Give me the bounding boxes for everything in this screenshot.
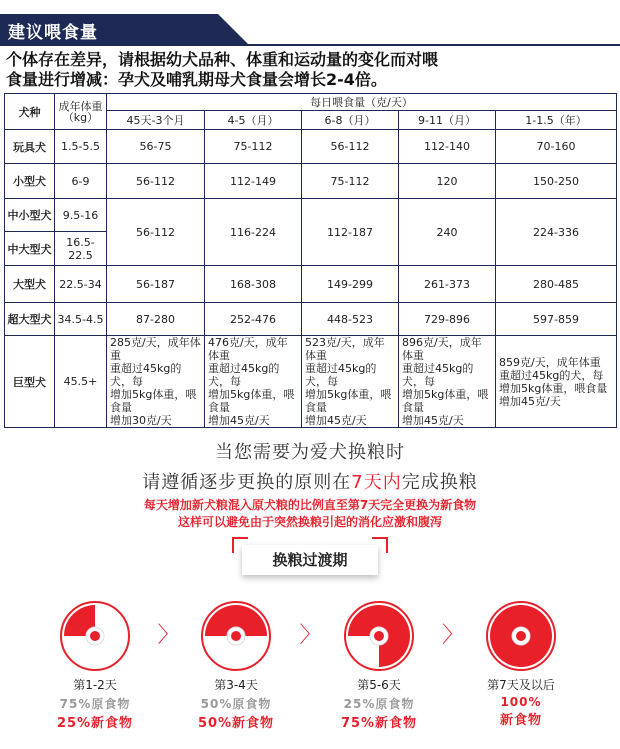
note-line: 重超过45kg的犬，每 [402,362,474,388]
step-new-ratio: 25%新食物 [56,716,134,731]
subtitle-pre: 请遵循逐步更换的原则在 [142,472,352,493]
note-line: 增加45克/天 [402,414,464,427]
note-line: 增加45克/天 [305,414,367,427]
header-divider [0,44,620,46]
weight-cell: 9.5-16 [55,199,107,232]
note-line: 重超过45kg的犬，每 [110,362,182,388]
value-cell: 112-149 [205,164,302,199]
value-cell: 597-859 [496,303,617,336]
step-new-ratio: 50%新食物 [197,716,275,731]
table-row [5,336,617,428]
col-header-weight-label: 成年体重 [58,99,103,113]
table-header-row [5,94,617,111]
pie-center-dot [90,631,100,641]
transition-badge: 换粮过渡期 [242,545,378,575]
note-line: 重超过45kg的犬，每 [208,362,280,388]
weight-cell: 22.5-34 [55,266,107,303]
intro-line-1: 个体存在差异，请根据幼犬品种、体重和运动量的变化而对喂 [6,50,439,69]
note-cell [302,336,399,428]
kind-cell: 中小型犬 [5,199,55,232]
pie-center-dot [231,631,241,641]
weight-cell: 34.5-4.5 [55,303,107,336]
table-row [5,130,617,164]
table-row [5,303,617,336]
transition-step [181,598,291,731]
col-header-weight [55,94,107,130]
value-cell: 87-280 [107,303,205,336]
weight-cell: 16.5-22.5 [55,232,107,266]
step-day-label: 第3-4天 [214,678,258,692]
pie-center-dot [374,631,384,641]
note-cell [496,336,617,428]
subtitle-post: 完成换粮 [401,472,478,493]
value-cell: 150-250 [496,164,617,199]
col-header-kind: 犬种 [5,94,55,130]
note-line: 重超过45kg的犬，每 [305,362,377,388]
step-old-ratio: 25%原食物 [343,697,415,711]
weight-cell: 45.5+ [55,336,107,428]
value-cell: 56-112 [302,130,399,164]
value-cell: 56-112 [107,199,205,266]
age-col: 4-5（月） [205,111,302,130]
step-day-label: 第5-6天 [357,678,401,692]
chevron-right-icon: 〉 [299,623,322,648]
note-line: 增加5kg体重，喂食量 [402,388,489,414]
step-new-ratio: 新食物 [499,713,542,728]
value-cell: 448-523 [302,303,399,336]
note-line: 增加45克/天 [499,394,561,408]
value-cell: 56-112 [107,164,205,199]
subtitle-highlight: 7天内 [351,472,402,493]
transition-section [0,428,620,531]
value-cell: 224-336 [496,199,617,266]
note-cell [107,336,205,428]
ratio-pie-icon [57,598,133,674]
col-header-weight-unit: （kg） [62,110,99,124]
kind-cell: 超大型犬 [5,303,55,336]
step-old-ratio: 50%原食物 [200,697,272,711]
age-col: 1-1.5（年） [496,111,617,130]
desc-line-1: 每天增加新犬粮混入原犬粮的比例直至第7天完全更换为新食物 [143,498,477,512]
value-cell: 112-187 [302,199,399,266]
age-col: 6-8（月） [302,111,399,130]
table-row [5,266,617,303]
value-cell: 252-476 [205,303,302,336]
table-row [5,199,617,232]
badge-frame [232,537,388,585]
transition-step [40,598,150,731]
value-cell: 112-140 [399,130,496,164]
note-line: 476克/天，成年体重 [208,336,288,362]
step-old-ratio: 100% [500,695,542,709]
value-cell: 75-112 [302,164,399,199]
note-cell [399,336,496,428]
value-cell: 149-299 [302,266,399,303]
kind-cell: 大型犬 [5,266,55,303]
note-line: 523克/天，成年体重 [305,336,385,362]
transition-subtitle [0,468,620,494]
intro-text [6,50,616,90]
age-col: 45天-3个月 [107,111,205,130]
note-line: 896克/天，成年体重 [402,336,482,362]
weight-cell: 6-9 [55,164,107,199]
value-cell: 120 [399,164,496,199]
ratio-pie-icon [341,598,417,674]
age-col: 9-11（月） [399,111,496,130]
feeding-table [4,93,617,428]
table-row [5,164,617,199]
kind-cell: 中大型犬 [5,232,55,266]
note-line: 285克/天，成年体重 [110,336,201,362]
note-line: 增加5kg体重，喂食量 [110,388,197,414]
step-day-label: 第1-2天 [73,678,117,692]
note-line: 增加45克/天 [208,414,270,427]
note-line: 重超过45kg的犬，每 [499,368,604,382]
ratio-pie-icon [483,598,559,674]
kind-cell: 小型犬 [5,164,55,199]
note-cell [205,336,302,428]
note-line: 增加5kg体重，喂食量 [305,388,392,414]
chevron-right-icon: 〉 [442,623,465,648]
section-title: 建议喂食量 [8,23,98,43]
value-cell: 280-485 [496,266,617,303]
pie-center-dot [516,631,526,641]
desc-line-2: 这样可以避免由于突然换粮引起的消化应激和腹泻 [177,515,442,529]
transition-title: 当您需要为爱犬换粮时 [215,442,405,463]
note-line: 增加30克/天 [110,414,172,427]
transition-step [324,598,434,731]
transition-step [466,598,576,728]
value-cell: 240 [399,199,496,266]
value-cell: 116-224 [205,199,302,266]
transition-desc [0,497,620,531]
kind-cell: 巨型犬 [5,336,55,428]
value-cell: 70-160 [496,130,617,164]
ratio-pie-icon [198,598,274,674]
chevron-right-icon: 〉 [157,623,180,648]
step-new-ratio: 75%新食物 [340,716,418,731]
note-line: 增加5kg体重，喂食量 [208,388,295,414]
value-cell: 56-187 [107,266,205,303]
value-cell: 168-308 [205,266,302,303]
kind-cell: 玩具犬 [5,130,55,164]
value-cell: 56-75 [107,130,205,164]
note-line: 859克/天，成年体重 [499,355,601,369]
intro-line-2: 食量进行增减：孕犬及哺乳期母犬食量会增长2-4倍。 [6,70,387,89]
weight-cell: 1.5-5.5 [55,130,107,164]
step-day-label: 第7天及以后 [487,678,555,692]
col-header-daily: 每日喂食量（克/天） [107,94,617,111]
note-line: 增加5kg体重，喂食量 [499,381,608,395]
value-cell: 75-112 [205,130,302,164]
value-cell: 729-896 [399,303,496,336]
value-cell: 261-373 [399,266,496,303]
step-old-ratio: 75%原食物 [59,697,131,711]
